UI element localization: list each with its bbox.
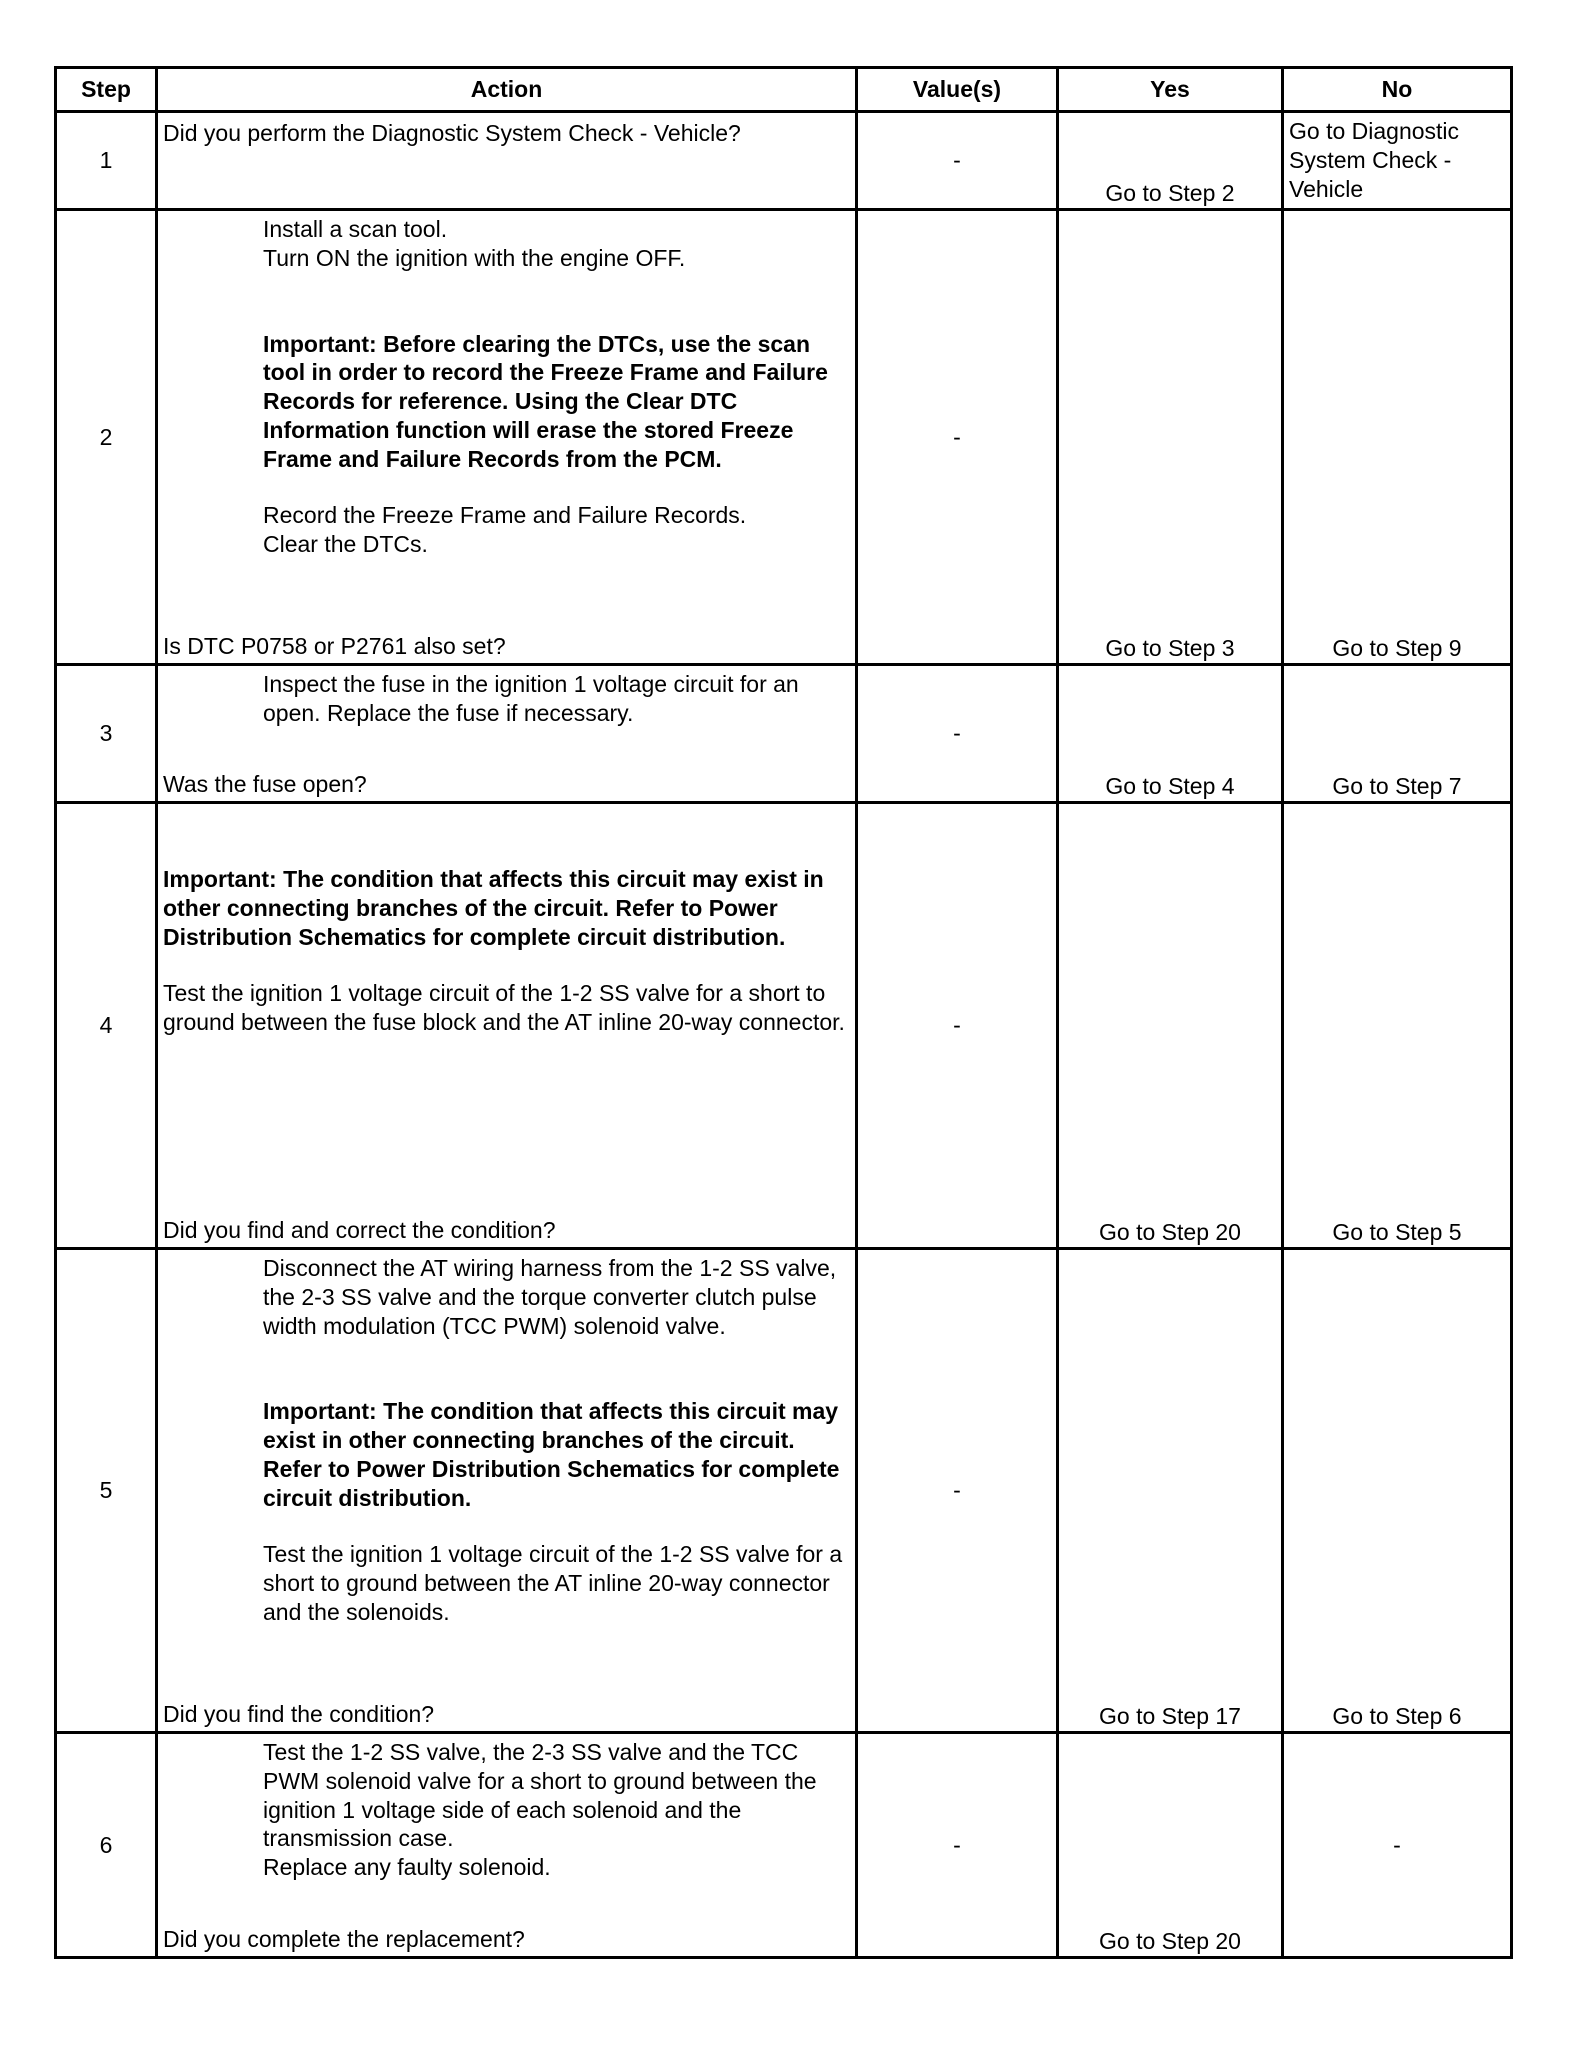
important-note: Important: Before clearing the DTCs, use the scan tool in order to record the Freeze Frame and Failure Records for reference. Using the Clear DTC Information function will erase the stored Freeze Frame and Failure Records from the PCM. <box>263 330 828 472</box>
action-question: Did you perform the Diagnostic System Check - Vehicle? <box>163 120 741 146</box>
yes-cell: Go to Step 20 <box>1058 803 1283 1249</box>
step-number: 6 <box>56 1733 157 1958</box>
important-note: Important: The condition that affects this circuit may exist in other connecting branches of the circuit. Refer to Power Distribution Schematics for complete circuit distribution. <box>163 866 824 950</box>
step-number: 5 <box>56 1249 157 1733</box>
step-number: 3 <box>56 665 157 803</box>
yes-cell: Go to Step 20 <box>1058 1733 1283 1958</box>
action-cell <box>157 803 857 1249</box>
action-text: Install a scan tool. <box>263 216 448 242</box>
step-number: 2 <box>56 210 157 665</box>
table-row <box>56 210 1512 665</box>
value-cell: - <box>857 803 1058 1249</box>
action-cell <box>157 665 857 803</box>
action-text: Test the ignition 1 voltage circuit of the 1-2 SS valve for a short to ground between the fuse block and the AT inline 20-way connector. <box>163 980 845 1035</box>
no-cell: - <box>1283 1733 1512 1958</box>
header-yes: Yes <box>1058 68 1283 112</box>
action-question: Did you find and correct the condition? <box>163 1217 556 1244</box>
action-text: Test the 1-2 SS valve, the 2-3 SS valve and the TCC PWM solenoid valve for a short to ground between the ignition 1 voltage side of each solenoid and the transmission case. <box>263 1739 817 1852</box>
header-values: Value(s) <box>857 68 1058 112</box>
value-cell: - <box>857 665 1058 803</box>
table-row <box>56 803 1512 1249</box>
no-cell: Go to Step 6 <box>1283 1249 1512 1733</box>
header-no: No <box>1283 68 1512 112</box>
header-action: Action <box>157 68 857 112</box>
action-question: Was the fuse open? <box>163 771 367 798</box>
action-question: Is DTC P0758 or P2761 also set? <box>163 633 506 660</box>
no-cell: Go to Diagnostic System Check - Vehicle <box>1283 112 1512 210</box>
action-text: Test the ignition 1 voltage circuit of the 1-2 SS valve for a short to ground between the AT inline 20-way connector and the solenoids. <box>263 1541 843 1625</box>
action-text: Replace any faulty solenoid. <box>263 1854 551 1880</box>
action-cell <box>157 1249 857 1733</box>
no-cell: Go to Step 5 <box>1283 803 1512 1249</box>
action-text: Disconnect the AT wiring harness from the 1-2 SS valve, the 2-3 SS valve and the torque converter clutch pulse width modulation (TCC PWM) solenoid valve. <box>263 1255 837 1339</box>
action-question: Did you find the condition? <box>163 1701 435 1728</box>
yes-cell: Go to Step 17 <box>1058 1249 1283 1733</box>
header-step: Step <box>56 68 157 112</box>
action-text: Clear the DTCs. <box>263 531 428 557</box>
action-question: Did you complete the replacement? <box>163 1926 525 1953</box>
action-cell <box>157 1733 857 1958</box>
yes-cell: Go to Step 4 <box>1058 665 1283 803</box>
action-cell <box>157 210 857 665</box>
table-row <box>56 665 1512 803</box>
yes-cell: Go to Step 2 <box>1058 112 1283 210</box>
table-row <box>56 112 1512 210</box>
value-cell: - <box>857 210 1058 665</box>
step-number: 4 <box>56 803 157 1249</box>
header-row <box>56 68 1512 112</box>
table-row <box>56 1249 1512 1733</box>
table-row <box>56 1733 1512 1958</box>
no-cell: Go to Step 7 <box>1283 665 1512 803</box>
action-text: Turn ON the ignition with the engine OFF. <box>263 244 686 271</box>
diagnostic-table <box>54 66 1513 1959</box>
yes-cell: Go to Step 3 <box>1058 210 1283 665</box>
important-note: Important: The condition that affects this circuit may exist in other connecting branches of the circuit. Refer to Power Distribution Schematics for complete circuit distribution. <box>263 1398 840 1511</box>
action-cell <box>157 112 857 210</box>
action-text: Record the Freeze Frame and Failure Records. <box>263 502 747 529</box>
value-cell: - <box>857 1733 1058 1958</box>
no-cell: Go to Step 9 <box>1283 210 1512 665</box>
action-text: Inspect the fuse in the ignition 1 voltage circuit for an open. Replace the fuse if necessary. <box>263 671 799 726</box>
value-cell: - <box>857 112 1058 210</box>
value-cell: - <box>857 1249 1058 1733</box>
step-number: 1 <box>56 112 157 210</box>
